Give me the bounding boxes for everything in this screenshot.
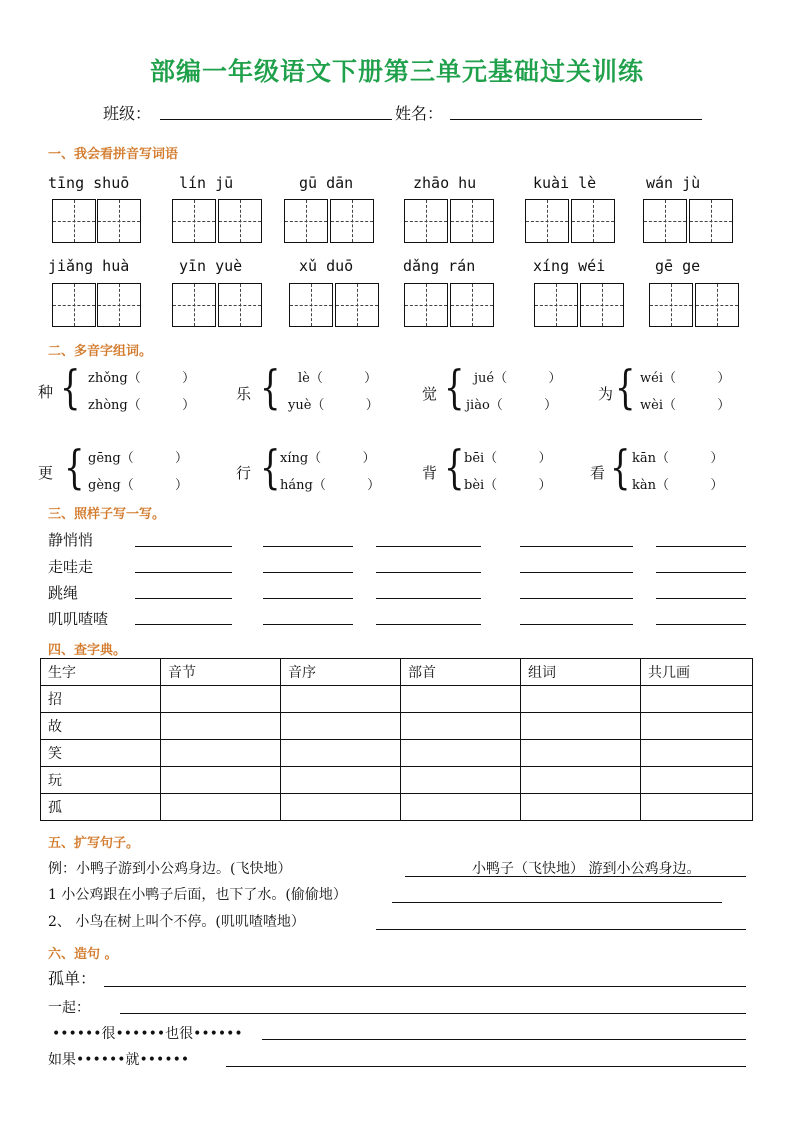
table-row bbox=[41, 686, 753, 713]
row-char: 孤 bbox=[41, 794, 161, 821]
page-title: 部编一年级语文下册第三单元基础过关训练 bbox=[149, 57, 644, 86]
answer-line[interactable] bbox=[376, 597, 481, 599]
table-header-row bbox=[41, 659, 753, 686]
sentence-prompt: 一起： bbox=[48, 1000, 90, 1016]
polyphone-char: 为 bbox=[598, 385, 614, 403]
writing-grid[interactable] bbox=[172, 283, 216, 327]
polyphone-reading: kān（ ） bbox=[632, 451, 724, 466]
pinyin-10: dǎng rán bbox=[403, 257, 476, 275]
polyphone-reading: gēng（ ） bbox=[88, 451, 189, 466]
sentence-prompt: ••••••很••••••也很•••••• bbox=[52, 1026, 243, 1042]
table-row bbox=[41, 794, 753, 821]
column-header: 组词 bbox=[521, 659, 641, 686]
table-cell[interactable] bbox=[641, 767, 753, 794]
polyphone-reading: bèi（ ） bbox=[464, 478, 552, 493]
answer-line[interactable] bbox=[135, 623, 232, 625]
polyphone-char: 种 bbox=[38, 383, 54, 401]
writing-grid[interactable] bbox=[218, 283, 262, 327]
table-cell[interactable] bbox=[161, 686, 281, 713]
polyphone-reading: wéi（ ） bbox=[640, 371, 731, 386]
pinyin-6: wán jù bbox=[646, 174, 701, 192]
answer-line[interactable] bbox=[656, 597, 746, 599]
pinyin-11: xíng wéi bbox=[533, 257, 606, 275]
table-cell[interactable] bbox=[641, 740, 753, 767]
answer-line[interactable] bbox=[135, 545, 232, 547]
answer-line[interactable] bbox=[520, 545, 633, 547]
polyphone-reading: lè（ ） bbox=[298, 371, 378, 386]
writing-grid[interactable] bbox=[649, 283, 693, 327]
pinyin-8: yīn yuè bbox=[179, 257, 243, 275]
section-2-heading: 二、多音字组词。 bbox=[48, 344, 153, 359]
writing-grid[interactable] bbox=[689, 199, 733, 243]
sentence-prompt: 孤单： bbox=[48, 969, 97, 988]
table-cell[interactable] bbox=[401, 713, 521, 740]
example-word: 静悄悄 bbox=[48, 531, 94, 549]
dictionary-table bbox=[40, 658, 753, 821]
writing-grid[interactable] bbox=[643, 199, 687, 243]
column-header: 音节 bbox=[161, 659, 281, 686]
pinyin-9: xǔ duō bbox=[299, 257, 354, 275]
table-cell[interactable] bbox=[281, 740, 401, 767]
writing-grid[interactable] bbox=[218, 199, 262, 243]
answer-line[interactable] bbox=[520, 597, 633, 599]
table-cell[interactable] bbox=[641, 794, 753, 821]
answer-line[interactable] bbox=[656, 545, 746, 547]
answer-line[interactable] bbox=[135, 597, 232, 599]
brace: { bbox=[610, 440, 631, 494]
table-cell[interactable] bbox=[401, 686, 521, 713]
polyphone-char: 觉 bbox=[422, 385, 438, 403]
answer-line[interactable] bbox=[656, 571, 746, 573]
table-cell[interactable] bbox=[281, 713, 401, 740]
polyphone-char: 背 bbox=[422, 464, 438, 482]
polyphone-reading: yuè（ ） bbox=[288, 398, 379, 413]
table-cell[interactable] bbox=[521, 713, 641, 740]
answer-line[interactable] bbox=[104, 985, 746, 987]
polyphone-char: 乐 bbox=[236, 385, 252, 403]
table-cell[interactable] bbox=[281, 767, 401, 794]
writing-grid[interactable] bbox=[534, 283, 578, 327]
answer-line[interactable] bbox=[120, 1012, 746, 1014]
pinyin-2: lín jū bbox=[179, 174, 234, 192]
answer-line[interactable] bbox=[263, 597, 353, 599]
table-cell[interactable] bbox=[401, 767, 521, 794]
answer-line[interactable] bbox=[263, 545, 353, 547]
writing-grid[interactable] bbox=[330, 199, 374, 243]
name-label: 姓名： bbox=[395, 104, 444, 123]
writing-grid[interactable] bbox=[571, 199, 615, 243]
table-cell[interactable] bbox=[161, 713, 281, 740]
sentence-prompt: 如果••••••就•••••• bbox=[48, 1052, 190, 1068]
brace: { bbox=[64, 440, 85, 494]
polyphone-reading: kàn（ ） bbox=[632, 478, 724, 493]
polyphone-reading: jiào（ ） bbox=[466, 398, 558, 413]
writing-grid[interactable] bbox=[52, 199, 96, 243]
polyphone-char: 更 bbox=[38, 464, 54, 482]
writing-grid[interactable] bbox=[404, 199, 448, 243]
table-cell[interactable] bbox=[161, 767, 281, 794]
pinyin-3: gū dān bbox=[299, 174, 354, 192]
answer-line[interactable] bbox=[135, 571, 232, 573]
answer-line[interactable] bbox=[376, 928, 746, 930]
answer-line[interactable] bbox=[520, 623, 633, 625]
expand-example: 例：小鸭子游到小公鸡身边。(飞快地） bbox=[48, 861, 292, 877]
table-cell[interactable] bbox=[641, 713, 753, 740]
brace: { bbox=[260, 440, 281, 494]
table-cell[interactable] bbox=[521, 686, 641, 713]
brace: { bbox=[444, 440, 465, 494]
name-field[interactable] bbox=[450, 101, 702, 120]
answer-line[interactable] bbox=[262, 1038, 746, 1040]
answer-line[interactable] bbox=[263, 623, 353, 625]
polyphone-reading: zhòng（ ） bbox=[88, 398, 196, 413]
table-cell[interactable] bbox=[281, 686, 401, 713]
column-header: 音序 bbox=[281, 659, 401, 686]
brace: { bbox=[615, 360, 636, 414]
pinyin-1: tīng shuō bbox=[48, 174, 130, 192]
polyphone-reading: zhǒng（ ） bbox=[88, 371, 196, 386]
writing-grid[interactable] bbox=[52, 283, 96, 327]
class-field[interactable] bbox=[160, 101, 392, 120]
section-3-heading: 三、照样子写一写。 bbox=[48, 507, 166, 522]
writing-grid[interactable] bbox=[172, 199, 216, 243]
writing-grid[interactable] bbox=[289, 283, 333, 327]
section-4-heading: 四、查字典。 bbox=[48, 643, 127, 658]
table-row bbox=[41, 713, 753, 740]
class-label: 班级： bbox=[103, 104, 152, 123]
polyphone-reading: gèng（ ） bbox=[88, 478, 189, 493]
writing-grid[interactable] bbox=[97, 283, 141, 327]
table-cell[interactable] bbox=[401, 794, 521, 821]
answer-line[interactable] bbox=[263, 571, 353, 573]
table-cell[interactable] bbox=[521, 740, 641, 767]
section-1-heading: 一、我会看拼音写词语 bbox=[48, 147, 179, 162]
polyphone-reading: wèi（ ） bbox=[640, 398, 731, 413]
brace: { bbox=[260, 360, 281, 414]
polyphone-reading: háng（ ） bbox=[280, 478, 381, 493]
pinyin-12: gē ge bbox=[655, 257, 701, 275]
answer-line bbox=[405, 875, 746, 877]
brace: { bbox=[444, 360, 465, 414]
writing-grid[interactable] bbox=[335, 283, 379, 327]
writing-grid[interactable] bbox=[695, 283, 739, 327]
table-cell[interactable] bbox=[281, 794, 401, 821]
section-6-heading: 六、造句 。 bbox=[48, 947, 118, 962]
example-word: 叽叽喳喳 bbox=[48, 610, 109, 628]
table-cell[interactable] bbox=[161, 794, 281, 821]
answer-line[interactable] bbox=[392, 901, 722, 903]
expand-question-1: 1 小公鸡跟在小鸭子后面，也下了水。(偷偷地） bbox=[48, 887, 347, 903]
example-word: 走哇走 bbox=[48, 558, 94, 576]
polyphone-reading: bēi（ ） bbox=[464, 451, 552, 466]
answer-line[interactable] bbox=[376, 623, 481, 625]
writing-grid[interactable] bbox=[450, 199, 494, 243]
table-row bbox=[41, 740, 753, 767]
row-char: 招 bbox=[41, 686, 161, 713]
polyphone-char: 行 bbox=[236, 464, 252, 482]
writing-grid[interactable] bbox=[525, 199, 569, 243]
row-char: 故 bbox=[41, 713, 161, 740]
column-header: 部首 bbox=[401, 659, 521, 686]
section-5-heading: 五、扩写句子。 bbox=[48, 836, 140, 851]
row-char: 玩 bbox=[41, 767, 161, 794]
expand-question-2: 2、 小鸟在树上叫个不停。(叽叽喳喳地） bbox=[48, 914, 305, 930]
answer-line[interactable] bbox=[226, 1065, 746, 1067]
table-cell[interactable] bbox=[161, 740, 281, 767]
column-header: 生字 bbox=[41, 659, 161, 686]
pinyin-7: jiǎng huà bbox=[48, 257, 130, 275]
answer-line[interactable] bbox=[656, 623, 746, 625]
table-row bbox=[41, 767, 753, 794]
polyphone-reading: jué（ ） bbox=[474, 371, 562, 386]
table-cell[interactable] bbox=[521, 767, 641, 794]
writing-grid[interactable] bbox=[404, 283, 448, 327]
expand-example-answer: 小鸭子（飞快地） 游到小公鸡身边。 bbox=[472, 861, 701, 877]
writing-grid[interactable] bbox=[580, 283, 624, 327]
example-word: 跳绳 bbox=[48, 584, 79, 602]
pinyin-4: zhāo hu bbox=[413, 174, 477, 192]
answer-line[interactable] bbox=[376, 545, 481, 547]
answer-line[interactable] bbox=[376, 571, 481, 573]
row-char: 笑 bbox=[41, 740, 161, 767]
polyphone-reading: xíng（ ） bbox=[280, 451, 376, 466]
writing-grid[interactable] bbox=[97, 199, 141, 243]
polyphone-char: 看 bbox=[590, 464, 606, 482]
writing-grid[interactable] bbox=[450, 283, 494, 327]
writing-grid[interactable] bbox=[284, 199, 328, 243]
answer-line[interactable] bbox=[520, 571, 633, 573]
table-cell[interactable] bbox=[401, 740, 521, 767]
pinyin-5: kuài lè bbox=[533, 174, 597, 192]
table-cell[interactable] bbox=[641, 686, 753, 713]
column-header: 共几画 bbox=[641, 659, 753, 686]
brace: { bbox=[60, 360, 81, 414]
table-cell[interactable] bbox=[521, 794, 641, 821]
